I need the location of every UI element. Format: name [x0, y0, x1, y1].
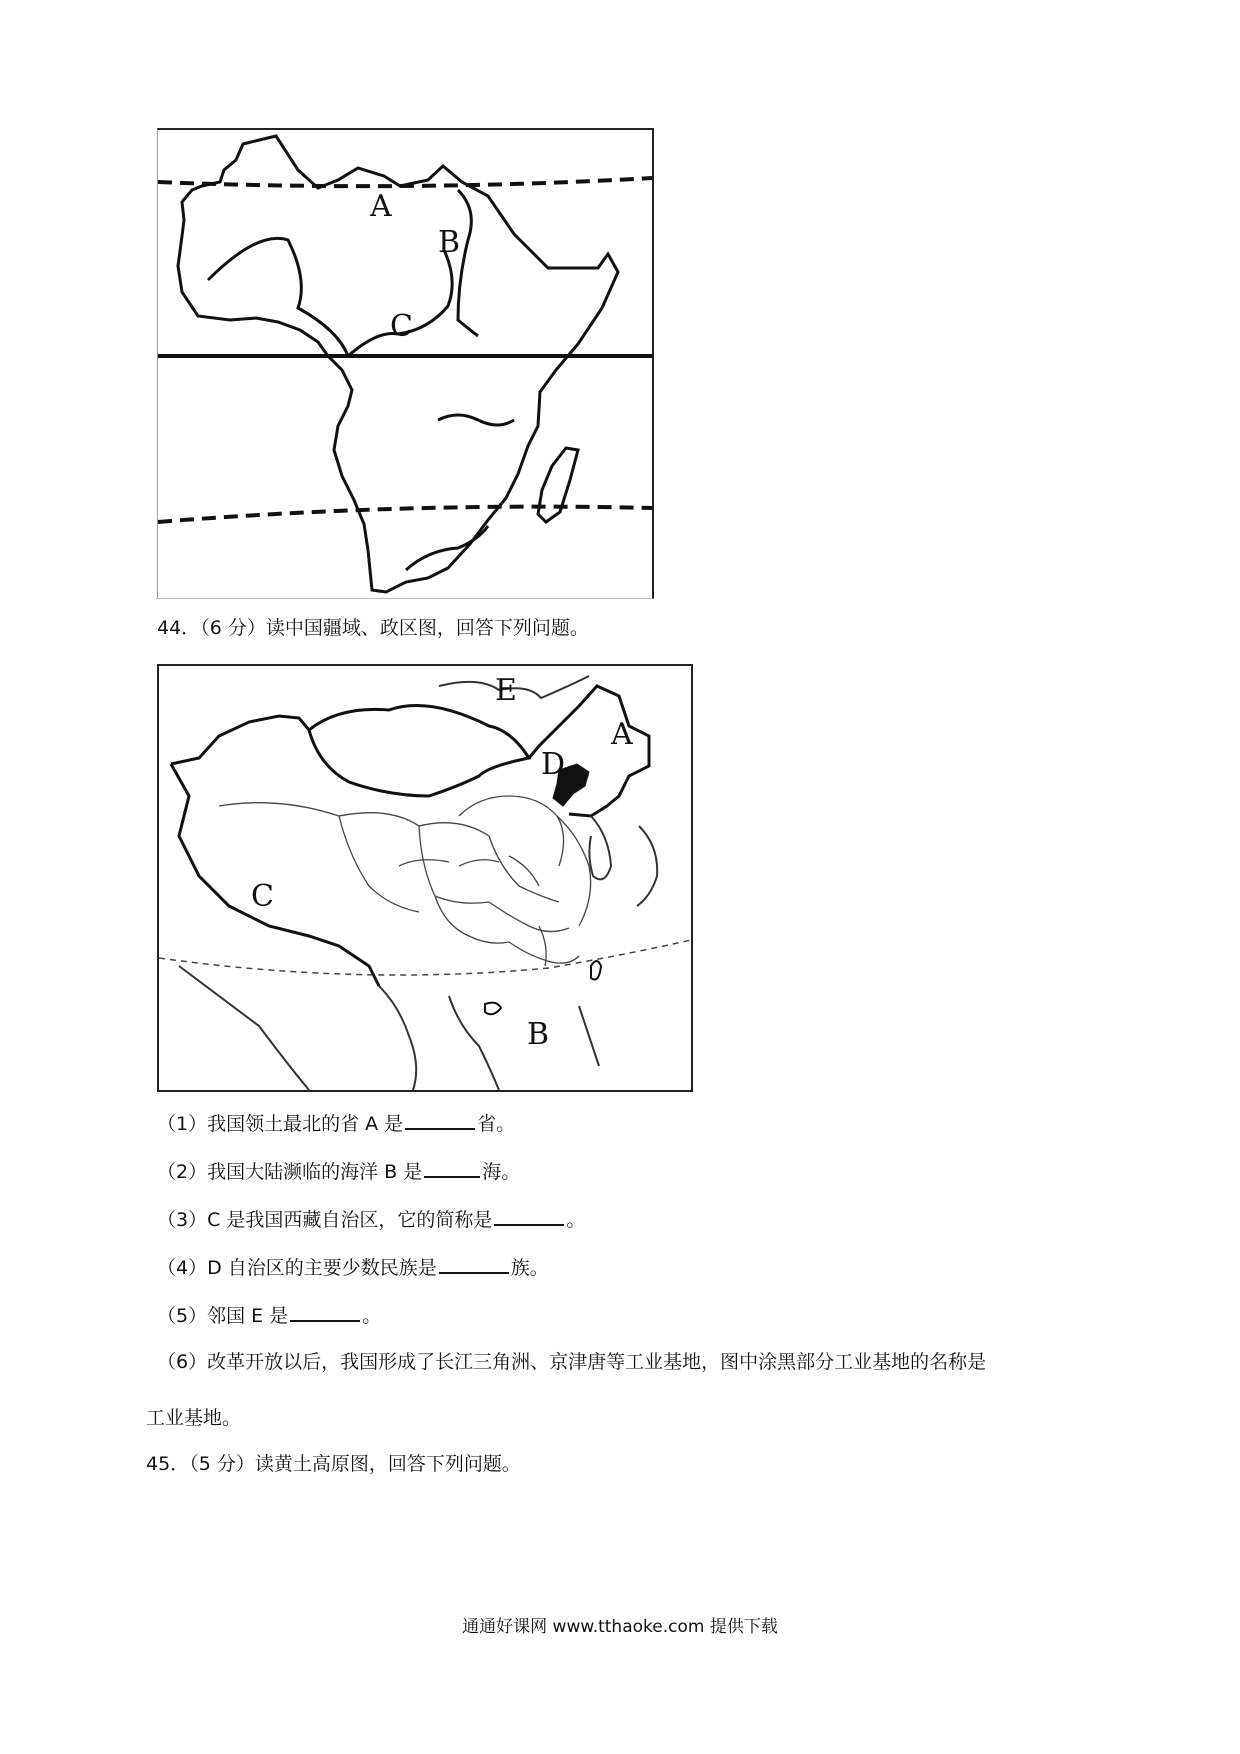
- africa-label-b: B: [438, 225, 461, 260]
- sub-question-suffix: 省。: [477, 1113, 516, 1135]
- question-points: （5 分）: [189, 1453, 255, 1475]
- hainan-island: [485, 1003, 501, 1015]
- sub-question-text: （4）D 自治区的主要少数民族是: [157, 1257, 437, 1279]
- zambezi-river: [438, 415, 514, 425]
- question-prompt: 读中国疆域、政区图，回答下列问题。: [265, 617, 589, 639]
- china-label-e: E: [495, 673, 517, 708]
- sub-question-suffix: 。: [566, 1209, 586, 1231]
- sub-question-text: （6）改革开放以后，我国形成了长江三角洲、京津唐等工业基地，图中涂黑部分工业基地的名称是: [157, 1351, 987, 1373]
- sub-question-5: [157, 1300, 381, 1330]
- answer-blank[interactable]: [439, 1252, 509, 1274]
- sub-question-6: [157, 1348, 986, 1376]
- question-number: 45．: [146, 1453, 190, 1475]
- sub-question-4: [157, 1252, 549, 1282]
- answer-blank[interactable]: [424, 1156, 480, 1178]
- africa-map: [157, 128, 654, 599]
- china-label-d: D: [541, 747, 566, 782]
- page-footer: 通通好课网 www.tthaoke.com 提供下载: [462, 1617, 778, 1637]
- answer-blank[interactable]: [494, 1204, 564, 1226]
- answer-blank[interactable]: [405, 1108, 475, 1130]
- china-label-c: C: [251, 879, 274, 914]
- tropic-of-capricorn-line: [158, 507, 652, 522]
- madagascar-island: [538, 448, 578, 522]
- niger-river: [208, 238, 348, 356]
- india-coast: [179, 966, 309, 1090]
- japan-islands: [637, 826, 657, 906]
- china-label-b: B: [527, 1017, 550, 1052]
- sub-question-suffix: 。: [362, 1305, 382, 1327]
- question-number: 44．: [157, 617, 201, 639]
- question-prompt: 读黄土高原图，回答下列问题。: [254, 1453, 521, 1475]
- mongolia-border: [309, 706, 529, 796]
- sub-question-suffix: 海。: [482, 1161, 521, 1183]
- question-45-heading: [146, 1450, 521, 1478]
- africa-coastline: [178, 136, 618, 592]
- question-44-heading: [157, 614, 589, 642]
- sub-question-suffix: 族。: [510, 1257, 549, 1279]
- tropic-of-cancer-line: [159, 940, 691, 975]
- africa-label-a: A: [370, 189, 392, 224]
- question-points: （6 分）: [200, 617, 266, 639]
- china-label-a: A: [611, 717, 633, 752]
- sub-question-text: （5）邻国 E 是: [157, 1305, 289, 1327]
- sub-question-text: （2）我国大陆濒临的海洋 B 是: [157, 1161, 423, 1183]
- taiwan-island: [591, 961, 601, 980]
- korea-peninsula: [589, 816, 611, 879]
- africa-label-c: C: [390, 309, 413, 344]
- nile-river: [458, 190, 478, 336]
- sub-question-6-continued: [146, 1402, 241, 1432]
- sub-question-1: [157, 1108, 515, 1138]
- sub-question-text: （3）C 是我国西藏自治区，它的简称是: [157, 1209, 493, 1231]
- southeast-asia-coast: [379, 986, 599, 1090]
- province-borders: [219, 796, 591, 966]
- sub-question-3: [157, 1204, 585, 1234]
- sub-question-text: （1）我国领土最北的省 A 是: [157, 1113, 404, 1135]
- sub-question-suffix: 工业基地。: [146, 1407, 242, 1429]
- china-western-border: [171, 764, 379, 986]
- sub-question-2: [157, 1156, 520, 1186]
- orange-river: [406, 526, 488, 570]
- answer-blank[interactable]: [290, 1300, 360, 1322]
- china-map: [157, 664, 693, 1092]
